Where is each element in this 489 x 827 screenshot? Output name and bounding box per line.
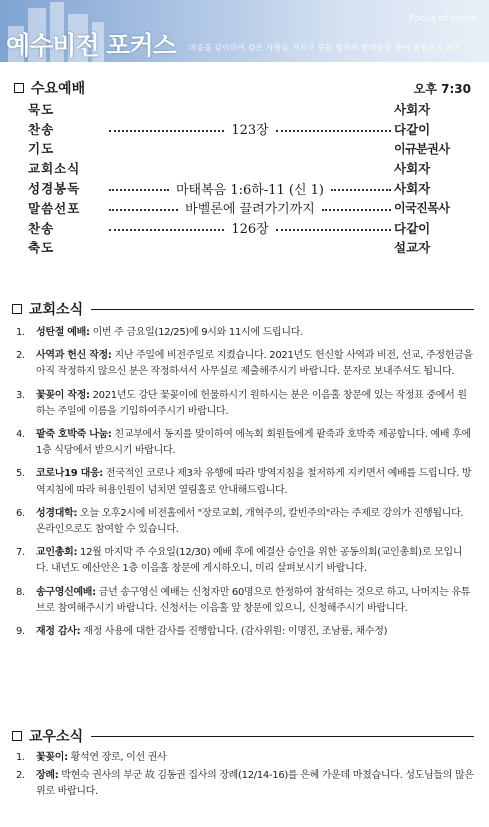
order-item-detail — [106, 218, 394, 237]
item-number: 2. — [16, 350, 25, 362]
worship-section-header — [14, 78, 85, 98]
order-row — [28, 139, 466, 159]
member-news-list — [16, 750, 474, 803]
order-row — [28, 218, 466, 238]
dotted-leader — [322, 209, 391, 211]
banner-title: 예수비전 포커스 — [6, 31, 176, 60]
checkbox-square-icon — [12, 731, 22, 741]
item-number: 1. — [16, 752, 25, 763]
item-number: 9. — [16, 626, 25, 638]
item-label: 재정 감사: — [36, 626, 81, 638]
item-number: 4. — [16, 429, 25, 441]
order-row — [28, 238, 466, 258]
order-item-detail — [106, 246, 394, 248]
item-label: 장례: — [36, 770, 59, 782]
item-label: 송구영신예배: — [36, 586, 96, 598]
member-news-title: 교우소식 — [29, 729, 84, 745]
divider-line — [91, 736, 474, 737]
order-item-name: 말씀선포 — [28, 200, 81, 216]
dotted-leader — [109, 130, 224, 132]
order-item-detail — [106, 119, 394, 138]
dotted-leader — [276, 130, 391, 132]
order-row — [28, 119, 466, 139]
item-number: 7. — [16, 547, 25, 559]
list-item — [16, 325, 474, 341]
worship-title: 수요예배 — [31, 81, 86, 97]
item-text: 황석연 장로, 이선 권사 — [67, 752, 167, 763]
order-item-name: 찬송 — [28, 220, 55, 236]
order-item-detail — [106, 147, 394, 149]
list-item — [16, 427, 474, 459]
item-text: 전국적인 코로나 제3차 유행에 따라 방역지침을 철저하게 지키면서 예배를 드립니다. 방역지침에 따라 허용인원이 넘치면 열림홀로 안내해드립니다. — [36, 468, 472, 496]
list-item — [16, 768, 474, 800]
order-row — [28, 198, 466, 218]
order-item-person: 설교자 — [394, 240, 431, 256]
list-item — [16, 750, 474, 766]
order-item-name: 찬송 — [28, 121, 55, 137]
list-item — [16, 506, 474, 538]
order-item-detail — [106, 198, 394, 217]
order-item-detail-text: 마태복음 1:6하-11 (신 1) — [175, 182, 325, 198]
order-item-person: 이규분권사 — [394, 141, 450, 156]
news-title: 교회소식 — [29, 302, 84, 318]
item-text: 박현숙 권사의 부군 故 김동권 집사의 장례(12/14-16)를 은혜 가운데 마쳤습니다. 성도님들의 많은 위로 바랍니다. — [36, 770, 474, 798]
checkbox-square-icon — [14, 83, 24, 93]
checkbox-square-icon — [12, 304, 22, 314]
order-item-detail — [106, 179, 394, 198]
item-label: 꽃꽂이 작정: — [36, 389, 90, 401]
list-item — [16, 585, 474, 617]
divider-line — [91, 309, 474, 310]
item-label: 팥죽 호박죽 나눔: — [36, 429, 112, 441]
order-item-person: 다같이 — [394, 121, 431, 137]
news-section-header — [12, 299, 474, 319]
header-banner — [0, 0, 489, 62]
order-row — [28, 178, 466, 198]
item-text: 이번 주 금요일(12/25)에 9시와 11시에 드립니다. — [89, 327, 303, 338]
dotted-leader — [109, 209, 178, 211]
list-item — [16, 466, 474, 498]
banner-verse: 마음을 같이하여 같은 사랑을 가지고 뜻을 합하며 한마음을 품어 빌립보서 2:2 — [189, 43, 460, 52]
item-text: 12월 마지막 주 수요일(12/30) 예배 후에 예결산 승인을 위한 공동의회(교인총회)로 모입니다. 내년도 예산안은 1층 이음홀 창문에 게시하오니, 미리 살펴보시기 바랍니다. — [36, 547, 463, 575]
list-item — [16, 348, 474, 380]
item-number: 2. — [16, 770, 25, 782]
news-list — [16, 325, 474, 647]
item-label: 성경대학: — [36, 507, 78, 519]
order-item-detail-text: 123장 — [231, 123, 269, 139]
item-text: 2021년도 강단 꽃꽂이에 헌물하시기 원하시는 분은 이음홀 창문에 있는 작정표 중에서 원하는 주일에 이름을 기입하여주시기 바랍니다. — [36, 389, 467, 417]
order-item-person: 사회자 — [394, 101, 431, 117]
list-item — [16, 388, 474, 420]
dotted-leader — [109, 229, 224, 231]
list-item — [16, 624, 474, 640]
order-item-name: 축도 — [28, 240, 55, 256]
order-item-name: 교회소식 — [28, 161, 81, 177]
order-item-person: 사회자 — [394, 181, 431, 197]
item-number: 1. — [16, 327, 25, 338]
order-item-person: 이국진목사 — [394, 201, 450, 216]
item-text: 친교부에서 동지를 맞이하여 에녹회 회원들에게 팥죽과 호박죽 제공합니다. 예배 후에 1층 식당에서 받으시기 바랍니다. — [36, 429, 471, 457]
item-text: 금년 송구영신 예배는 신청자만 60명으로 한정하여 참석하는 것으로 하고, 나머지는 유튜브로 참여해주시기 바랍니다. 신청서는 이음홀 앞 창문에 있으니, 신청해주시기 바랍니다. — [36, 586, 471, 614]
item-label: 꽃꽂이: — [36, 752, 68, 763]
dotted-leader — [331, 189, 391, 191]
order-item-detail — [106, 167, 394, 169]
item-number: 3. — [16, 389, 25, 401]
item-label: 사역과 헌신 작정: — [36, 350, 112, 362]
item-label: 코로나19 대응: — [36, 468, 103, 480]
order-item-detail-text: 바벨론에 끌려가기까지 — [185, 202, 315, 218]
order-item-name: 기도 — [28, 141, 55, 157]
item-number: 8. — [16, 586, 25, 598]
order-item-detail-text: 126장 — [231, 222, 269, 238]
order-row — [28, 99, 466, 119]
order-item-detail — [106, 108, 394, 110]
dotted-leader — [276, 229, 391, 231]
worship-order-list — [28, 99, 466, 257]
order-item-person: 사회자 — [394, 161, 431, 177]
dotted-leader — [109, 189, 169, 191]
banner-focus-text: Focus of Vision — [409, 14, 477, 24]
item-label: 성탄절 예배: — [36, 327, 90, 338]
order-item-person: 다같이 — [394, 220, 431, 236]
list-item — [16, 545, 474, 577]
order-row — [28, 158, 466, 178]
item-label: 교인총회: — [36, 547, 78, 559]
order-item-name: 묵도 — [28, 101, 55, 117]
member-news-section-header — [12, 726, 474, 746]
item-text: 재정 사용에 대한 감사를 진행합니다. (감사위원: 이명진, 조남룡, 채수정) — [80, 626, 388, 638]
order-item-name: 성경봉독 — [28, 181, 81, 197]
item-number: 5. — [16, 468, 25, 480]
item-number: 6. — [16, 507, 25, 519]
item-text: 오늘 오후2시에 비전홀에서 "장로교회, 개혁주의, 칼빈주의"라는 주제로 강의가 진행됩니다. 온라인으로도 참여할 수 있습니다. — [36, 507, 464, 536]
worship-time: 오후 7:30 — [413, 82, 471, 96]
item-text: 지난 주일에 비전주일로 지켰습니다. 2021년도 헌신할 사역과 비전, 선교, 주정헌금을 아직 작정하지 않으신 분은 작정하셔서 사무실로 제출해주시기 바랍니다. 문자로 보내주셔도 됩니다. — [36, 350, 473, 378]
